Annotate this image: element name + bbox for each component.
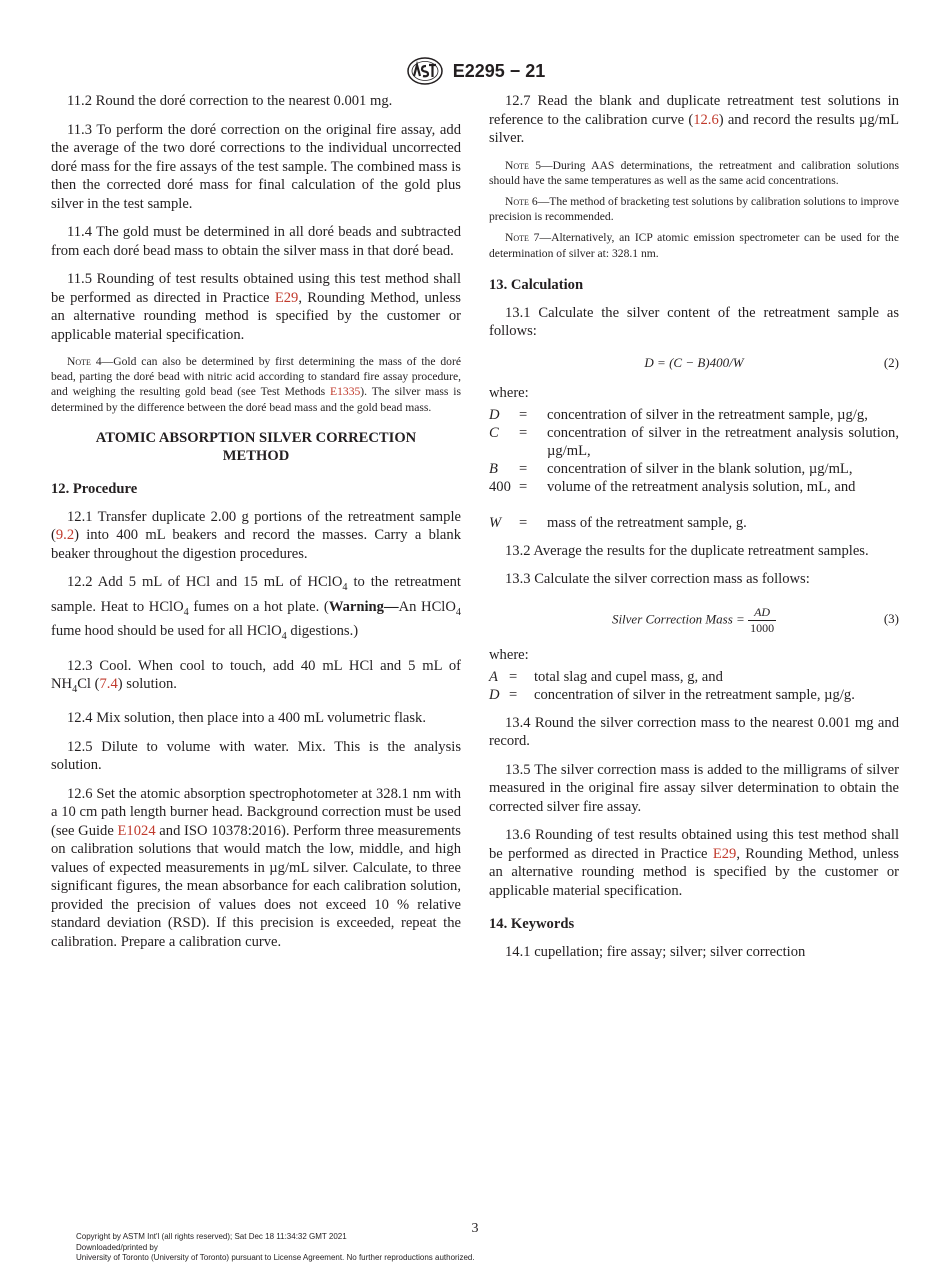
standard-designation: E2295 − 21 bbox=[452, 60, 546, 81]
ref-7-4-link[interactable]: 7.4 bbox=[99, 676, 118, 693]
footer-line: Downloaded/printed by bbox=[76, 1242, 158, 1252]
paragraph-12-1: 12.1 Transfer duplicate 2.00 g portions of the retreatment sample (9.2) into 400 mL beakers and record the masses. Carry a blank beaker throughout the digestion procedures. bbox=[51, 508, 461, 562]
paragraph-13-1: 13.1 Calculate the silver content of the retreatment sample as follows: bbox=[489, 304, 899, 340]
paragraph-12-5: 12.5 Dilute to volume with water. Mix. This is the analysis solution. bbox=[51, 738, 461, 774]
section-12-title: 12. Procedure bbox=[51, 480, 138, 497]
definition-text: mass of the retreatment sample, g. bbox=[547, 514, 747, 531]
definition-text: total slag and cupel mass, g, and bbox=[534, 668, 723, 685]
definition-symbol: 400 bbox=[489, 478, 511, 495]
note-5: Note 5—During AAS determinations, the retreatment and calibration solutions should have the same temperatures as well as the same acid concentrations. bbox=[489, 158, 899, 187]
paragraph-13-6: 13.6 Rounding of test results obtained using this test method shall be performed as directed in Practice E29, Rounding Method, unless an alternative rounding method is specified by the customer or applicable material specification. bbox=[489, 827, 899, 899]
definition-symbol: A bbox=[489, 668, 498, 685]
definition-equals: = bbox=[519, 460, 528, 477]
page-number: 3 bbox=[471, 1221, 479, 1236]
footer-line: Copyright by ASTM Int'l (all rights reserved); Sat Dec 18 11:34:32 GMT 2021 bbox=[76, 1232, 347, 1241]
definition-symbol: B bbox=[489, 460, 498, 477]
definition-text: concentration of silver in the blank solution, µg/mL, bbox=[547, 460, 853, 477]
paragraph-14-1: 14.1 cupellation; fire assay; silver; silver correction bbox=[505, 944, 806, 961]
paragraph-11-2: 11.2 Round the doré correction to the nearest 0.001 mg. bbox=[67, 93, 393, 109]
definitions-list-2 bbox=[489, 668, 899, 704]
definition-equals: = bbox=[519, 514, 528, 531]
paragraph-12-7: 12.7 Read the blank and duplicate retreatment test solutions in reference to the calibration curve (12.6) and record the results µg/mL silver. bbox=[489, 93, 899, 146]
definition-row bbox=[489, 460, 899, 478]
ref-12-6-link[interactable]: 12.6 bbox=[693, 111, 719, 128]
section-14-title: 14. Keywords bbox=[489, 916, 575, 933]
definition-row bbox=[489, 514, 899, 532]
page-header bbox=[0, 56, 950, 86]
definition-text: concentration of silver in the retreatment analysis solution, µg/mL, bbox=[547, 424, 899, 459]
ref-e29-link[interactable]: E29 bbox=[274, 289, 299, 306]
right-column bbox=[489, 92, 899, 972]
definition-equals: = bbox=[509, 668, 518, 685]
footer-line: University of Toronto (University of Toronto) pursuant to License Agreement. No further reproductions authorized. bbox=[76, 1253, 475, 1262]
equation-3: Silver Correction Mass = $\frac{AD}{1000}$ (3) bbox=[611, 604, 899, 635]
left-column bbox=[51, 92, 461, 961]
copyright-footer bbox=[76, 1232, 475, 1264]
definition-symbol: W bbox=[489, 514, 502, 531]
definition-symbol: C bbox=[489, 424, 499, 441]
paragraph-12-6: 12.6 Set the atomic absorption spectrophotometer at 328.1 nm with a 10 cm path length burner head. Background correction must be used (see Guide E1024 and ISO 10378:2016). Perform three measurements on calibration solutions that would match the low, middle, and high values of expected measurements in µg/mL silver. Calculate, to three significant figures, the mean absorbance for each calibration solution, provided the precision of values does not exceed 10 % relative standard deviation (RSD). If this precision is exceeded, repeat the calibration. Prepare a calibration curve. bbox=[51, 785, 461, 950]
paragraph-13-4: 13.4 Round the silver correction mass to the nearest 0.001 mg and record. bbox=[489, 714, 899, 750]
astm-logo-icon bbox=[405, 56, 445, 86]
definition-equals: = bbox=[519, 406, 528, 423]
paragraph-13-2: 13.2 Average the results for the duplicate retreatment samples. bbox=[505, 542, 869, 559]
definition-row bbox=[489, 406, 899, 424]
definition-row bbox=[489, 668, 899, 686]
where-label-1: where: bbox=[489, 384, 529, 401]
definition-equals: = bbox=[519, 424, 528, 441]
definition-text: concentration of silver in the retreatment sample, µg/g, bbox=[547, 406, 868, 423]
ref-e1335-link[interactable]: E1335 bbox=[330, 385, 361, 399]
paragraph-13-5: 13.5 The silver correction mass is added to the milligrams of silver measured in the original fire assay silver determination to obtain the corrected silver fire assay. bbox=[489, 761, 899, 815]
section-13-title: 13. Calculation bbox=[489, 276, 584, 293]
definition-equals: = bbox=[509, 686, 518, 703]
paragraph-11-5: 11.5 Rounding of test results obtained using this test method shall be performed as directed in Practice E29, Rounding Method, unless an alternative rounding method is specified by the customer or applicable material specification. bbox=[51, 271, 461, 343]
paragraph-12-4: 12.4 Mix solution, then place into a 400 mL volumetric flask. bbox=[67, 710, 426, 727]
definition-symbol: D bbox=[489, 686, 500, 703]
definition-row bbox=[489, 478, 899, 496]
ref-e29-link-2[interactable]: E29 bbox=[712, 845, 737, 862]
definition-row bbox=[489, 424, 899, 460]
definition-text: volume of the retreatment analysis solution, mL, and bbox=[547, 478, 856, 495]
paragraph-11-4: 11.4 The gold must be determined in all doré beads and subtracted from each doré bead mass to obtain the silver mass in that doré bead. bbox=[51, 224, 461, 259]
paragraph-12-2: 12.2 Add 5 mL of HCl and 15 mL of HClO$_4$ to the retreatment sample. Heat to HClO$_4$ fumes on a hot plate. (Warning—An HClO$_4$ fume hood should be used for all HClO$_4$ digestions.) bbox=[51, 574, 462, 643]
note-4: Note 4—Gold can also be determined by first determining the mass of the doré bead, parting the doré bead with nitric acid according to standard fire assay procedure, and weighing the resulting gold bead (see Test Methods E1335). The silver mass is determined by the difference between the doré bead mass and the gold bead mass. bbox=[51, 355, 461, 414]
where-label-2: where: bbox=[489, 646, 529, 663]
paragraph-12-3: 12.3 Cool. When cool to touch, add 40 mL HCl and 5 mL of $NH_4Cl$ (7.4) solution. bbox=[51, 657, 461, 695]
definition-equals: = bbox=[519, 478, 528, 495]
paragraph-13-3: 13.3 Calculate the silver correction mass as follows: bbox=[505, 571, 810, 588]
definitions-list-1 bbox=[489, 406, 899, 532]
note-6: Note 6—The method of bracketing test solutions by calibration solutions to improve precision is recommended. bbox=[489, 194, 899, 224]
ref-e1024-link[interactable]: E1024 bbox=[117, 822, 156, 839]
definition-row bbox=[489, 686, 899, 704]
paragraph-11-3: 11.3 To perform the doré correction on the original fire assay, add the average of the two doré corrections to the individual uncorrected doré mass for the fire assays of the test sample. The combined mass is then the corrected doré mass for final calculation of the gold plus silver in the test sample. bbox=[51, 121, 461, 212]
section-heading-atomic-absorption: ATOMIC ABSORPTION SILVER CORRECTION METHOD bbox=[95, 429, 417, 464]
note-7: Note 7—Alternatively, an ICP atomic emission spectrometer can be used for the determination of silver at: 328.1 nm. bbox=[489, 231, 899, 260]
equation-2: D = (C − B)400/W (2) bbox=[644, 354, 899, 370]
definition-text: concentration of silver in the retreatment sample, µg/g. bbox=[534, 686, 855, 703]
definition-symbol: D bbox=[489, 406, 500, 423]
ref-9-2-link[interactable]: 9.2 bbox=[55, 527, 75, 544]
